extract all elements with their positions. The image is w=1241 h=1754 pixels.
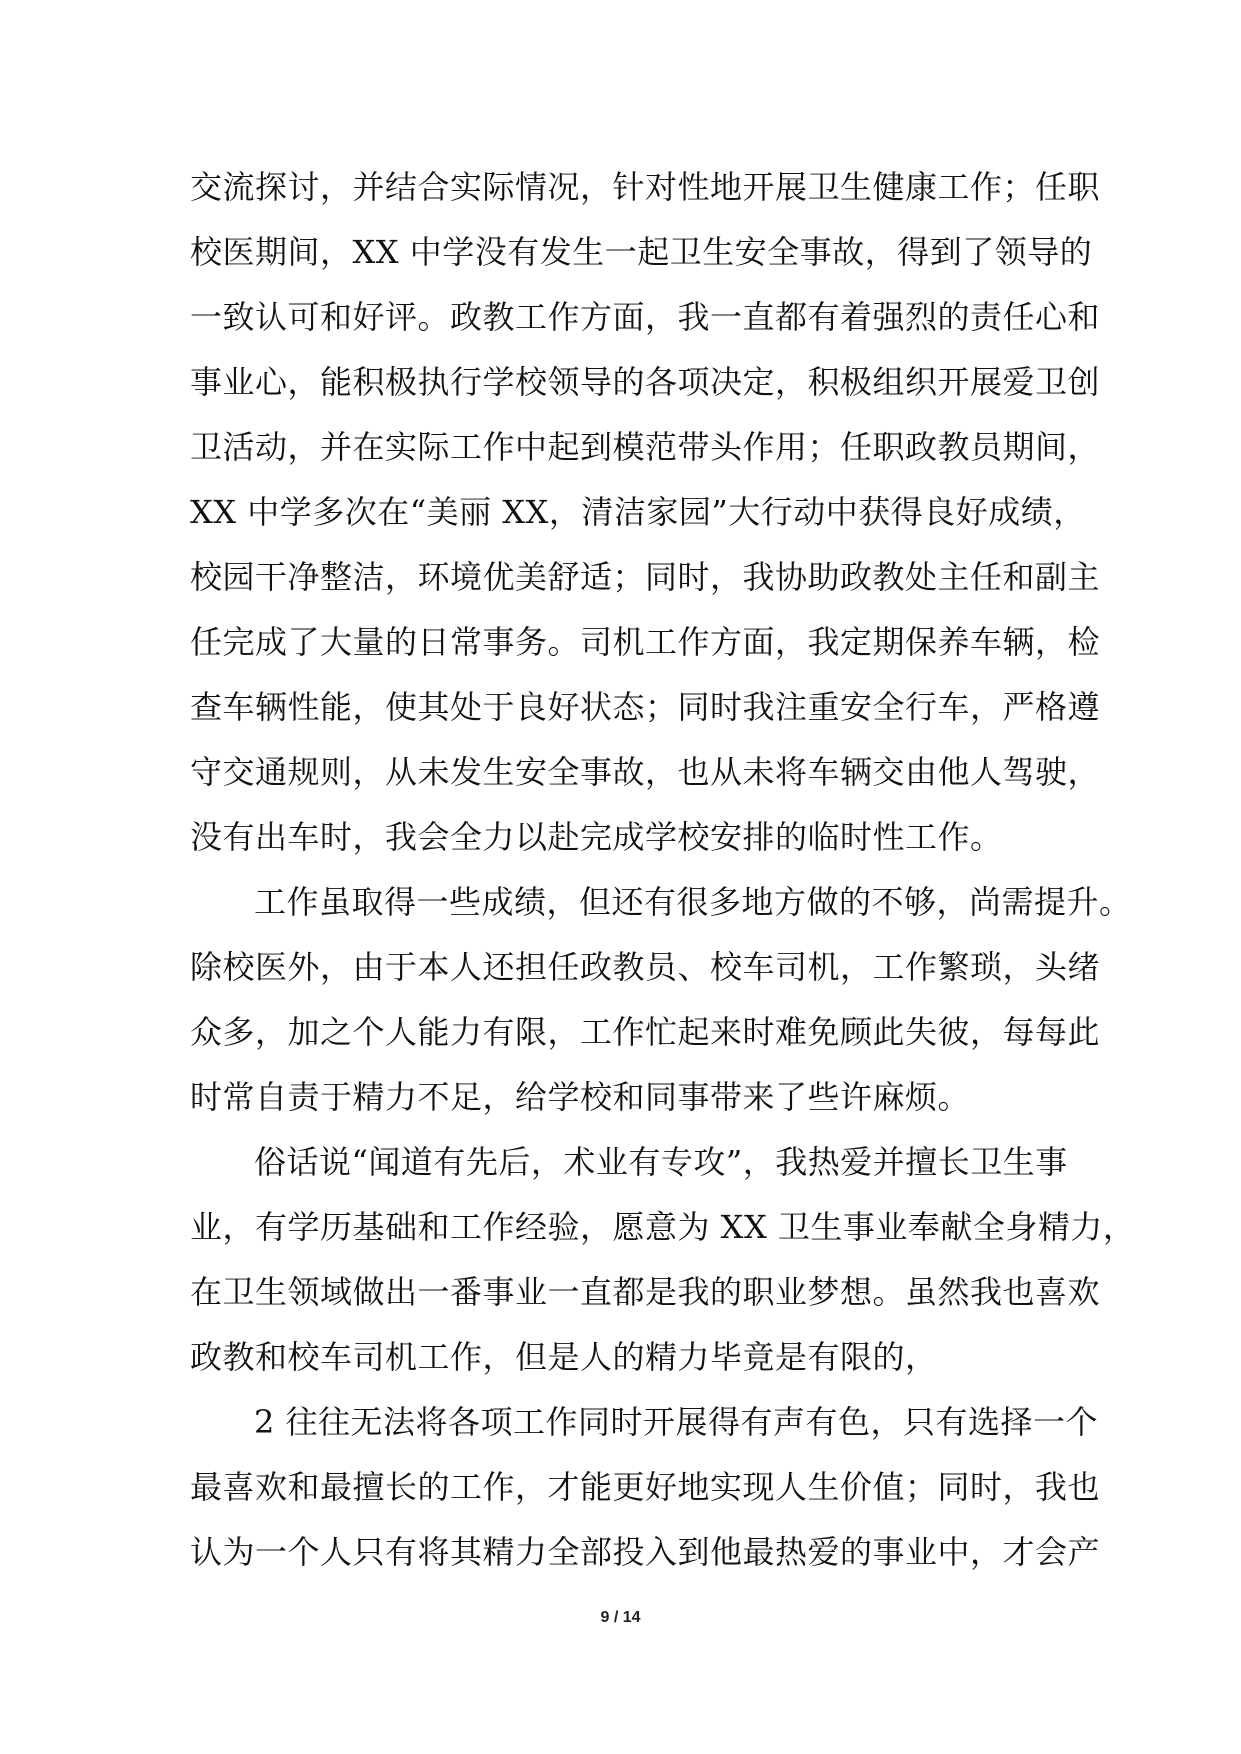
text-line: 业，有学历基础和工作经验，愿意为 XX 卫生事业奉献全身精力， [190,1208,1136,1246]
text-line: 查车辆性能，使其处于良好状态；同时我注重安全行车，严格遵 [190,688,1101,726]
text-line: 在卫生领域做出一番事业一直都是我的职业梦想。虽然我也喜欢 [190,1273,1101,1311]
text-line: XX 中学多次在“美丽 XX，清洁家园”大行动中获得良好成绩， [190,493,1086,531]
text-line: 众多，加之个人能力有限，工作忙起来时难免顾此失彼，每每此 [190,1013,1101,1051]
text-line: 没有出车时，我会全力以赴完成学校安排的临时性工作。 [190,818,1003,856]
text-line: 时常自责于精力不足，给学校和同事带来了些许麻烦。 [190,1078,971,1116]
text-line: 除校医外，由于本人还担任政教员、校车司机，工作繁琐，头绪 [190,948,1101,986]
text-line: 最喜欢和最擅长的工作，才能更好地实现人生价值；同时，我也 [190,1468,1101,1506]
text-line: 校园干净整洁，环境优美舒适；同时，我协助政教处主任和副主 [190,558,1101,596]
text-line: 卫活动，并在实际工作中起到模范带头作用；任职政教员期间， [190,428,1101,466]
text-line: 一致认可和好评。政教工作方面，我一直都有着强烈的责任心和 [190,298,1101,336]
paragraph-start-line: 2 往往无法将各项工作同时开展得有声有色，只有选择一个 [254,1403,1099,1441]
paragraph-start-line: 俗话说“闻道有先后，术业有专攻”，我热爱并擅长卫生事 [254,1143,1068,1181]
text-line: 政教和校车司机工作，但是人的精力毕竟是有限的， [190,1338,938,1376]
body-text [190,155,1136,1585]
text-line: 事业心，能积极执行学校领导的各项决定，积极组织开展爱卫创 [190,363,1101,401]
text-line: 认为一个人只有将其精力全部投入到他最热爱的事业中，才会产 [190,1533,1101,1571]
text-line: 任完成了大量的日常事务。司机工作方面，我定期保养车辆，检 [190,623,1101,661]
page-number: 9 / 14 [600,1609,641,1626]
paragraph-start-line: 工作虽取得一些成绩，但还有很多地方做的不够，尚需提升。 [254,883,1132,921]
text-line: 交流探讨，并结合实际情况，针对性地开展卫生健康工作；任职 [190,168,1101,206]
text-line: 校医期间，XX 中学没有发生一起卫生安全事故，得到了领导的 [190,233,1093,271]
text-line: 守交通规则，从未发生安全事故，也从未将车辆交由他人驾驶， [190,753,1101,791]
